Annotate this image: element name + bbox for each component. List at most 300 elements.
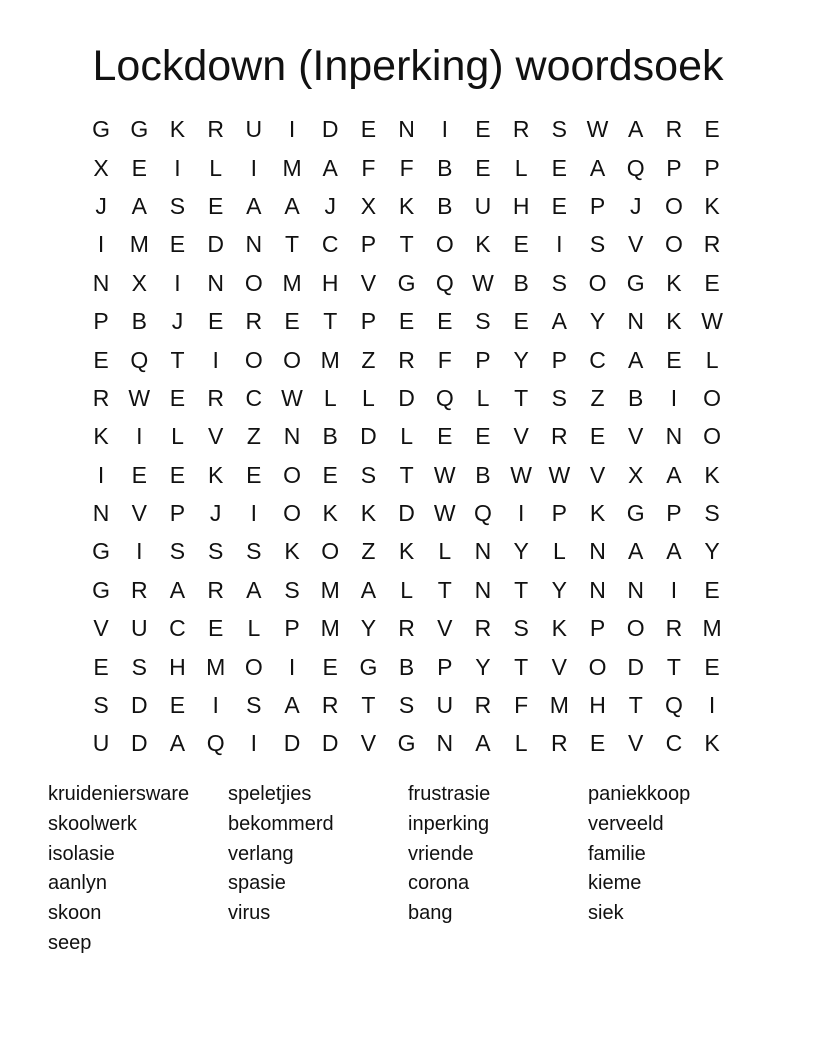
grid-letter: J bbox=[171, 308, 184, 335]
grid-letter: K bbox=[704, 461, 720, 488]
grid-letter: M bbox=[129, 231, 149, 258]
grid-letter: E bbox=[207, 308, 224, 335]
grid-letter: E bbox=[93, 653, 109, 680]
grid-letter: R bbox=[665, 615, 683, 642]
grid-letter: P bbox=[551, 500, 568, 527]
grid-row bbox=[82, 148, 732, 186]
grid-letter: N bbox=[589, 538, 606, 565]
grid-letter: K bbox=[398, 192, 415, 219]
grid-letter: X bbox=[360, 192, 377, 219]
grid-letter: R bbox=[321, 692, 339, 719]
grid-letter: N bbox=[474, 538, 492, 565]
grid-letter: V bbox=[589, 461, 606, 488]
word-list-item: vriende bbox=[408, 842, 474, 865]
grid-row bbox=[82, 724, 732, 762]
grid-letter: R bbox=[207, 116, 224, 143]
grid-letter: K bbox=[666, 269, 682, 296]
grid-letter: O bbox=[703, 384, 722, 411]
grid-letter: E bbox=[398, 308, 415, 335]
grid-letter: N bbox=[398, 116, 415, 143]
grid-letter: S bbox=[551, 384, 568, 411]
grid-letter: B bbox=[475, 461, 491, 488]
grid-letter: L bbox=[705, 346, 719, 373]
grid-letter: T bbox=[323, 308, 338, 335]
grid-letter: D bbox=[398, 500, 415, 527]
grid-letter: N bbox=[474, 576, 492, 603]
grid-letter: Y bbox=[704, 538, 720, 565]
grid-letter: S bbox=[551, 116, 568, 143]
grid-letter: Z bbox=[361, 346, 376, 373]
grid-letter: E bbox=[475, 154, 491, 181]
grid-letter: P bbox=[704, 154, 720, 181]
grid-letter: E bbox=[207, 192, 224, 219]
grid-letter: Y bbox=[360, 615, 377, 642]
grid-row bbox=[82, 571, 732, 609]
grid-letter: S bbox=[360, 461, 377, 488]
grid-letter: P bbox=[360, 231, 377, 258]
grid-letter: S bbox=[246, 538, 262, 565]
grid-letter: I bbox=[517, 500, 525, 527]
grid-letter: G bbox=[92, 116, 111, 143]
grid-letter: P bbox=[93, 308, 109, 335]
grid-letter: T bbox=[285, 231, 300, 258]
grid-letter: P bbox=[666, 500, 682, 527]
grid-letter: R bbox=[703, 231, 721, 258]
grid-letter: L bbox=[209, 154, 223, 181]
word-list-item: speletjies bbox=[228, 783, 312, 805]
grid-letter: L bbox=[400, 576, 413, 603]
grid-letter: T bbox=[399, 461, 414, 488]
grid-letter: U bbox=[130, 615, 148, 642]
grid-letter: A bbox=[284, 692, 300, 719]
grid-letter: Q bbox=[130, 346, 149, 373]
grid-letter: R bbox=[398, 346, 415, 373]
grid-letter: O bbox=[283, 500, 301, 527]
grid-letter: K bbox=[93, 423, 109, 450]
grid-letter: I bbox=[441, 116, 448, 143]
word-list-item: verveeld bbox=[588, 812, 664, 835]
word-list-item: kieme bbox=[588, 872, 642, 895]
grid-row bbox=[82, 225, 732, 263]
grid-letter: G bbox=[359, 653, 378, 680]
grid-letter: S bbox=[475, 308, 491, 335]
grid-letter: O bbox=[626, 615, 645, 642]
grid-letter: I bbox=[174, 154, 181, 181]
word-list-item: bang bbox=[408, 902, 453, 925]
grid-row bbox=[82, 187, 732, 225]
grid-letter: P bbox=[360, 308, 377, 335]
grid-letter: I bbox=[136, 538, 143, 565]
grid-letter: E bbox=[513, 308, 529, 335]
grid-letter: M bbox=[320, 615, 340, 642]
grid-letter: K bbox=[704, 192, 720, 219]
grid-letter: V bbox=[360, 269, 377, 296]
grid-letter: V bbox=[131, 500, 147, 527]
grid-letter: G bbox=[92, 538, 111, 565]
grid-letter: E bbox=[589, 730, 606, 757]
word-list-item: isolasie bbox=[48, 842, 115, 865]
word-list-item: verlang bbox=[228, 842, 294, 865]
grid-letter: E bbox=[475, 116, 491, 143]
grid-letter: N bbox=[627, 308, 645, 335]
grid-letter: N bbox=[436, 730, 454, 757]
grid-letter: J bbox=[209, 500, 222, 527]
grid-letter: N bbox=[665, 423, 683, 450]
grid-letter: K bbox=[704, 730, 720, 757]
grid-letter: E bbox=[169, 231, 186, 258]
grid-letter: A bbox=[666, 538, 682, 565]
grid-letter: W bbox=[128, 384, 151, 411]
grid-letter: V bbox=[207, 423, 224, 450]
grid-letter: Z bbox=[590, 384, 605, 411]
grid-letter: U bbox=[92, 730, 110, 757]
grid-letter: C bbox=[589, 346, 606, 373]
grid-letter: I bbox=[288, 653, 296, 680]
grid-letter: S bbox=[207, 538, 224, 565]
grid-letter: T bbox=[399, 231, 414, 258]
grid-letter: H bbox=[169, 653, 186, 680]
grid-letter: E bbox=[513, 231, 529, 258]
grid-letter: A bbox=[551, 308, 568, 335]
grid-letter: R bbox=[665, 116, 683, 143]
grid-letter: L bbox=[323, 384, 337, 411]
grid-letter: L bbox=[552, 538, 566, 565]
grid-letter: M bbox=[282, 154, 302, 181]
grid-letter: G bbox=[626, 269, 645, 296]
grid-letter: Q bbox=[664, 692, 683, 719]
grid-letter: N bbox=[207, 269, 224, 296]
grid-letter: A bbox=[169, 730, 186, 757]
grid-letter: U bbox=[436, 692, 454, 719]
grid-letter: I bbox=[212, 346, 219, 373]
grid-letter: E bbox=[246, 461, 262, 488]
grid-letter: W bbox=[510, 461, 533, 488]
grid-letter: L bbox=[400, 423, 413, 450]
grid-letter: D bbox=[627, 653, 645, 680]
grid-letter: M bbox=[206, 653, 226, 680]
grid-letter: M bbox=[282, 269, 302, 296]
grid-letter: N bbox=[283, 423, 301, 450]
grid-letter: A bbox=[628, 346, 644, 373]
grid-letter: R bbox=[474, 692, 492, 719]
grid-letter: M bbox=[320, 346, 340, 373]
grid-letter: S bbox=[169, 538, 186, 565]
grid-letter: I bbox=[288, 116, 296, 143]
grid-letter: Y bbox=[513, 346, 529, 373]
grid-letter: W bbox=[472, 269, 494, 296]
grid-letter: B bbox=[322, 423, 338, 450]
grid-letter: T bbox=[628, 692, 643, 719]
grid-letter: C bbox=[245, 384, 263, 411]
grid-letter: L bbox=[247, 615, 261, 642]
grid-letter: D bbox=[283, 730, 301, 757]
grid-letter: W bbox=[433, 500, 456, 527]
grid-letter: C bbox=[169, 615, 186, 642]
grid-letter: L bbox=[514, 730, 528, 757]
grid-letter: R bbox=[551, 423, 568, 450]
grid-letter: I bbox=[212, 692, 219, 719]
grid-letter: P bbox=[475, 346, 491, 373]
grid-letter: L bbox=[171, 423, 184, 450]
grid-letter: O bbox=[244, 269, 263, 296]
grid-letter: E bbox=[704, 269, 720, 296]
grid-letter: I bbox=[250, 154, 258, 181]
grid-letter: J bbox=[95, 192, 107, 219]
grid-letter: B bbox=[437, 192, 453, 219]
word-list-item: virus bbox=[228, 902, 271, 925]
word-list-item: corona bbox=[408, 872, 470, 895]
grid-letter: L bbox=[438, 538, 452, 565]
grid-letter: O bbox=[588, 269, 607, 296]
grid-letter: K bbox=[207, 461, 224, 488]
grid-letter: T bbox=[514, 653, 529, 680]
grid-letter: J bbox=[629, 192, 642, 219]
grid-letter: B bbox=[398, 653, 415, 680]
word-list-item: skoolwerk bbox=[48, 812, 137, 835]
grid-letter: A bbox=[475, 730, 491, 757]
grid-letter: H bbox=[512, 192, 530, 219]
grid-letter: X bbox=[93, 154, 109, 181]
grid-letter: M bbox=[702, 615, 722, 642]
grid-letter: Q bbox=[435, 384, 454, 411]
grid-letter: R bbox=[130, 576, 148, 603]
grid-letter: S bbox=[246, 692, 262, 719]
grid-letter: Q bbox=[474, 500, 492, 527]
grid-letter: I bbox=[250, 730, 258, 757]
word-list-item: aanlyn bbox=[48, 872, 107, 895]
grid-letter: B bbox=[628, 384, 644, 411]
grid-letter: P bbox=[666, 154, 682, 181]
grid-letter: N bbox=[245, 231, 263, 258]
grid-row bbox=[82, 494, 732, 532]
grid-row bbox=[82, 647, 732, 685]
grid-letter: R bbox=[207, 576, 224, 603]
word-list-item: frustrasie bbox=[408, 783, 491, 805]
grid-letter: B bbox=[513, 269, 529, 296]
grid-letter: O bbox=[664, 192, 683, 219]
grid-letter: U bbox=[245, 116, 263, 143]
grid-letter: O bbox=[664, 231, 683, 258]
word-list-item: seep bbox=[48, 931, 92, 954]
grid-letter: W bbox=[281, 384, 303, 411]
grid-letter: E bbox=[551, 154, 568, 181]
grid-letter: O bbox=[588, 653, 607, 680]
grid-letter: K bbox=[360, 500, 377, 527]
word-list-item: spasie bbox=[228, 872, 286, 895]
grid-letter: E bbox=[322, 653, 338, 680]
grid-letter: M bbox=[549, 692, 569, 719]
grid-letter: E bbox=[169, 461, 186, 488]
grid-row bbox=[82, 686, 732, 724]
grid-letter: F bbox=[399, 154, 414, 181]
grid-letter: S bbox=[551, 269, 568, 296]
grid-letter: X bbox=[628, 461, 644, 488]
grid-letter: I bbox=[670, 384, 678, 411]
word-list-item: skoon bbox=[48, 902, 102, 925]
grid-letter: Q bbox=[206, 730, 225, 757]
grid-letter: I bbox=[136, 423, 143, 450]
grid-letter: R bbox=[551, 730, 568, 757]
grid-row bbox=[82, 532, 732, 570]
grid-letter: O bbox=[321, 538, 340, 565]
grid-letter: I bbox=[556, 231, 563, 258]
grid-letter: V bbox=[551, 653, 568, 680]
grid-letter: C bbox=[665, 730, 683, 757]
grid-letter: S bbox=[131, 653, 147, 680]
grid-row bbox=[82, 340, 732, 378]
grid-letter: T bbox=[170, 346, 185, 373]
word-list-item: kruideniersware bbox=[48, 783, 190, 805]
grid-letter: D bbox=[130, 730, 148, 757]
grid-letter: K bbox=[284, 538, 300, 565]
grid-letter: D bbox=[321, 730, 339, 757]
grid-letter: E bbox=[437, 423, 453, 450]
grid-letter: T bbox=[514, 384, 529, 411]
grid-letter: G bbox=[626, 500, 645, 527]
grid-letter: A bbox=[246, 192, 262, 219]
grid-letter: I bbox=[97, 461, 105, 488]
grid-letter: E bbox=[322, 461, 338, 488]
grid-letter: S bbox=[284, 576, 300, 603]
grid-letter: S bbox=[704, 500, 720, 527]
grid-letter: E bbox=[704, 653, 720, 680]
grid-letter: G bbox=[397, 269, 416, 296]
grid-row bbox=[82, 417, 732, 455]
grid-letter: L bbox=[362, 384, 375, 411]
grid-letter: Y bbox=[589, 308, 606, 335]
grid-letter: H bbox=[321, 269, 339, 296]
word-list-item: inperking bbox=[408, 812, 490, 835]
grid-letter: C bbox=[321, 231, 339, 258]
grid-letter: S bbox=[589, 231, 606, 258]
grid-letter: R bbox=[398, 615, 415, 642]
grid-letter: E bbox=[437, 308, 453, 335]
grid-letter: D bbox=[398, 384, 415, 411]
grid-letter: O bbox=[244, 346, 263, 373]
grid-letter: J bbox=[324, 192, 336, 219]
grid-letter: Y bbox=[551, 576, 568, 603]
grid-letter: E bbox=[93, 346, 109, 373]
grid-letter: E bbox=[284, 308, 300, 335]
grid-letter: O bbox=[703, 423, 722, 450]
grid-letter: Y bbox=[513, 538, 529, 565]
grid-letter: I bbox=[670, 576, 678, 603]
grid-letter: I bbox=[250, 500, 258, 527]
grid-letter: A bbox=[169, 576, 186, 603]
grid-letter: T bbox=[666, 653, 681, 680]
grid-letter: R bbox=[474, 615, 492, 642]
grid-letter: P bbox=[551, 346, 568, 373]
grid-letter: O bbox=[244, 653, 263, 680]
word-list-item: paniekkoop bbox=[588, 783, 691, 805]
word-list bbox=[48, 780, 788, 959]
grid-letter: U bbox=[474, 192, 492, 219]
grid-letter: F bbox=[437, 346, 452, 373]
grid-letter: W bbox=[433, 461, 456, 488]
page-title: Lockdown (Inperking) woordsoek bbox=[92, 42, 724, 90]
grid-letter: O bbox=[435, 231, 454, 258]
grid-letter: V bbox=[628, 423, 644, 450]
grid-letter: Y bbox=[475, 653, 491, 680]
grid-letter: H bbox=[589, 692, 606, 719]
grid-letter: K bbox=[589, 500, 606, 527]
grid-row bbox=[82, 456, 732, 494]
grid-letter: K bbox=[169, 116, 186, 143]
grid-letter: S bbox=[513, 615, 529, 642]
grid-letter: I bbox=[708, 692, 716, 719]
grid-letter: I bbox=[97, 231, 105, 258]
word-list-item: siek bbox=[588, 902, 624, 925]
grid-letter: M bbox=[320, 576, 340, 603]
grid-letter: E bbox=[207, 615, 224, 642]
grid-letter: D bbox=[207, 231, 224, 258]
grid-letter: V bbox=[628, 231, 644, 258]
grid-letter: S bbox=[93, 692, 109, 719]
grid-letter: R bbox=[245, 308, 263, 335]
grid-letter: A bbox=[628, 116, 644, 143]
grid-letter: P bbox=[169, 500, 186, 527]
grid-letter: A bbox=[131, 192, 147, 219]
grid-letter: P bbox=[284, 615, 300, 642]
grid-letter: I bbox=[174, 269, 181, 296]
grid-letter: R bbox=[207, 384, 224, 411]
grid-letter: T bbox=[361, 692, 376, 719]
grid-letter: W bbox=[586, 116, 609, 143]
grid-letter: O bbox=[283, 461, 301, 488]
grid-letter: G bbox=[397, 730, 416, 757]
grid-letter: V bbox=[437, 615, 453, 642]
grid-letter: E bbox=[131, 461, 147, 488]
grid-letter: A bbox=[246, 576, 262, 603]
grid-letter: A bbox=[360, 576, 377, 603]
grid-letter: V bbox=[513, 423, 529, 450]
word-list-item: bekommerd bbox=[228, 812, 334, 835]
grid-letter: P bbox=[437, 653, 453, 680]
grid-letter: R bbox=[512, 116, 530, 143]
grid-letter: B bbox=[437, 154, 453, 181]
grid-letter: N bbox=[589, 576, 606, 603]
grid-row bbox=[82, 302, 732, 340]
grid-letter: Q bbox=[626, 154, 645, 181]
grid-letter: K bbox=[475, 231, 491, 258]
grid-letter: N bbox=[627, 576, 645, 603]
grid-letter: G bbox=[130, 116, 149, 143]
letter-grid bbox=[82, 110, 732, 763]
grid-letter: A bbox=[322, 154, 338, 181]
grid-letter: F bbox=[514, 692, 529, 719]
grid-letter: V bbox=[93, 615, 109, 642]
grid-letter: E bbox=[360, 116, 377, 143]
grid-letter: E bbox=[704, 576, 720, 603]
grid-letter: E bbox=[131, 154, 147, 181]
grid-letter: N bbox=[92, 269, 110, 296]
grid-letter: A bbox=[284, 192, 300, 219]
grid-letter: A bbox=[589, 154, 606, 181]
grid-letter: E bbox=[666, 346, 682, 373]
grid-letter: L bbox=[514, 154, 528, 181]
grid-letter: L bbox=[476, 384, 490, 411]
grid-letter: R bbox=[92, 384, 110, 411]
grid-letter: F bbox=[361, 154, 376, 181]
grid-letter: D bbox=[360, 423, 377, 450]
grid-letter: K bbox=[666, 308, 682, 335]
grid-letter: P bbox=[589, 192, 606, 219]
grid-letter: A bbox=[628, 538, 644, 565]
grid-letter: P bbox=[589, 615, 606, 642]
grid-letter: G bbox=[92, 576, 111, 603]
grid-letter: N bbox=[92, 500, 110, 527]
grid-letter: S bbox=[398, 692, 415, 719]
